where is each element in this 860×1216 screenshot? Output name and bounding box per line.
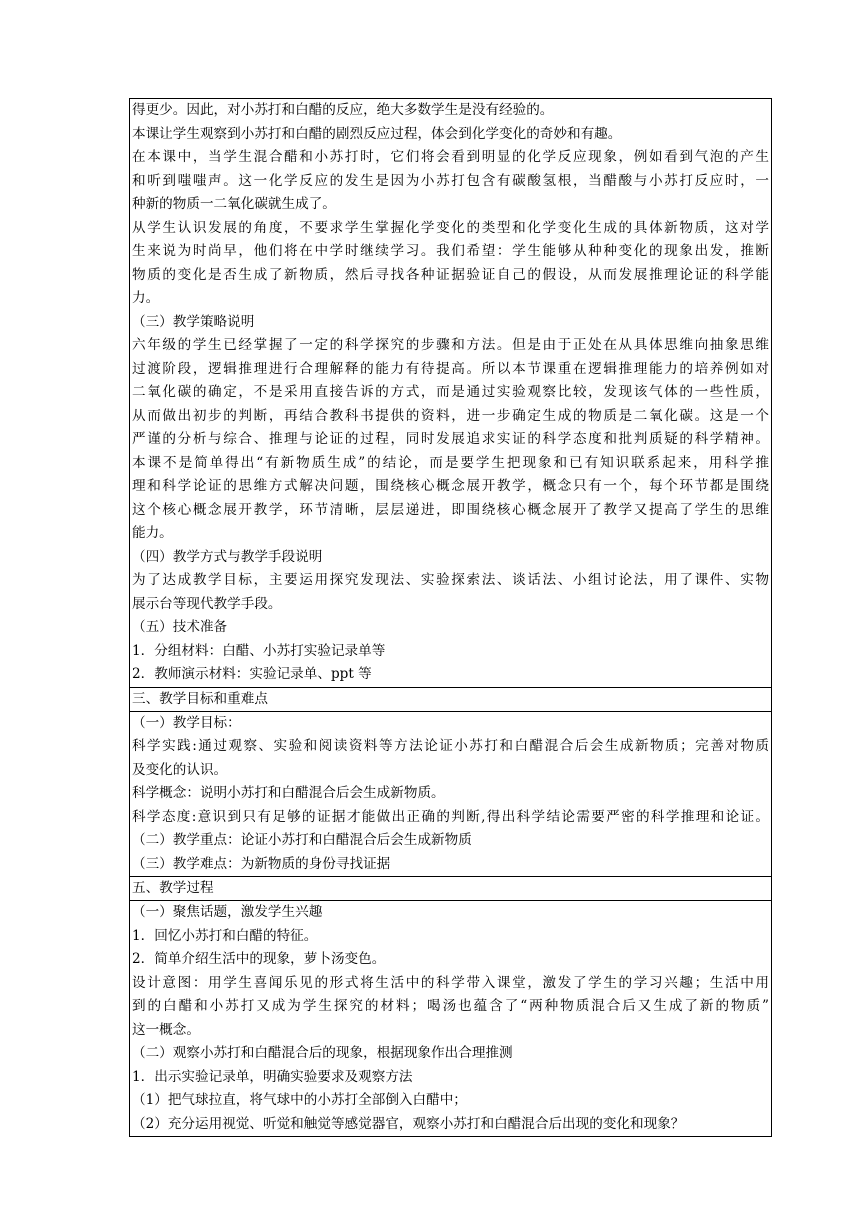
text-line: 力。 bbox=[132, 290, 160, 306]
text-line: 二氧化碳的确定，不是采用直接告诉的方式，而是通过实验观察比较，发现该气体的一些性质， bbox=[132, 384, 769, 400]
text-line: （五）技术准备 bbox=[132, 619, 228, 635]
text-line: 能力。 bbox=[132, 525, 173, 541]
text-line: 科学实践:通过观察、实验和阅读资料等方法论证小苏打和白醋混合后会生成新物质；完善对物质 bbox=[132, 738, 769, 754]
section-heading: 五、教学过程 bbox=[132, 880, 214, 896]
text-line: 1．出示实验记录单，明确实验要求及观察方法 bbox=[132, 1068, 413, 1085]
text-line: 到的白醋和小苏打又成为学生探究的材料；喝汤也蕴含了“两种物质混合后又生成了新的物质” bbox=[132, 998, 769, 1014]
table-cell bbox=[130, 687, 772, 711]
text-line: 从学生认识发展的角度，不要求学生掌握化学变化的类型和化学变化生成的具体新物质，这对学 bbox=[132, 219, 769, 236]
text-line: 1．分组材料：白醋、小苏打实验记录单等 bbox=[132, 642, 386, 659]
text-line: 这一概念。 bbox=[132, 1021, 200, 1038]
text-line: （一）教学目标： bbox=[132, 714, 241, 731]
table-cell bbox=[130, 901, 772, 1137]
text-line: 生来说为时尚早，他们将在中学时继续学习。我们希望：学生能够从种种变化的现象出发，推断 bbox=[132, 243, 769, 259]
text-line: 本课不是简单得出“有新物质生成”的结论，而是要学生把现象和已有知识联系起来，用科学推 bbox=[132, 454, 769, 471]
text-line: 展示台等现代教学手段。 bbox=[132, 595, 282, 612]
text-line: 在本课中，当学生混合醋和小苏打时，它们将会看到明显的化学反应现象，例如看到气泡的产生 bbox=[132, 149, 769, 165]
text-line: 设计意图：用学生喜闻乐见的形式将生活中的科学带入课堂，激发了学生的学习兴趣；生活中用 bbox=[132, 974, 769, 991]
text-line: （一）聚焦话题，激发学生兴趣 bbox=[132, 904, 323, 920]
text-line: 这个核心概念展开教学，环节清晰，层层递进，即围绕核心概念展开了教学又提高了学生的思维 bbox=[132, 501, 769, 518]
text-line: 六年级的学生已经掌握了一定的科学探究的步骤和方法。但是由于正处在从具体思维向抽象思维 bbox=[132, 337, 769, 353]
table-row bbox=[130, 687, 772, 711]
text-line: 为了达成教学目标，主要运用探究发现法、实验探索法、谈话法、小组讨论法，用了课件、实物 bbox=[132, 572, 769, 588]
text-line: 2．教师演示材料：实验记录单、ppt 等 bbox=[132, 666, 372, 682]
text-line: 理和科学论证的思维方式解决问题，围绕核心概念展开教学，概念只有一个，每个环节都是围绕 bbox=[132, 478, 769, 494]
text-line: 2．简单介绍生活中的现象，萝卜汤变色。 bbox=[132, 951, 386, 967]
text-line: （三）教学难点：为新物质的身份寻找证据 bbox=[132, 855, 391, 872]
table-cell bbox=[130, 711, 772, 877]
lesson-plan-table bbox=[129, 98, 772, 1137]
lesson-plan-body bbox=[130, 99, 772, 1137]
text-line: 物质的变化是否生成了新物质，然后寻找各种证据验证自己的假设，从而发展推理论证的科学能 bbox=[132, 266, 769, 283]
text-line: 科学态度:意识到只有足够的证据才能做出正确的判断,得出科学结论需要严密的科学推理和论证。 bbox=[132, 808, 769, 825]
table-cell bbox=[130, 99, 772, 688]
section-heading: 三、教学目标和重难点 bbox=[132, 690, 268, 707]
table-row bbox=[130, 711, 772, 877]
table-row bbox=[130, 901, 772, 1137]
text-line: 得更少。因此，对小苏打和白醋的反应，绝大多数学生是没有经验的。 bbox=[132, 102, 554, 118]
table-cell bbox=[130, 877, 772, 901]
text-line: （2）充分运用视觉、听觉和触觉等感觉器官，观察小苏打和白醋混合后出现的变化和现象？ bbox=[132, 1115, 685, 1132]
text-line: 科学概念：说明小苏打和白醋混合后会生成新物质。 bbox=[132, 785, 445, 801]
text-line: （二）观察小苏打和白醋混合后的现象，根据现象作出合理推测 bbox=[132, 1045, 513, 1061]
text-line: 过渡阶段，逻辑推理进行合理解释的能力有待提高。所以本节课重在逻辑推理能力的培养例如对 bbox=[132, 360, 769, 377]
text-line: （1）把气球拉直，将气球中的小苏打全部倒入白醋中； bbox=[132, 1092, 467, 1108]
text-line: 严谨的分析与综合、推理与论证的过程，同时发展追求实证的科学态度和批判质疑的科学精神。 bbox=[132, 431, 769, 447]
text-line: 及变化的认识。 bbox=[132, 761, 228, 778]
text-line: 1．回忆小苏打和白醋的特征。 bbox=[132, 927, 318, 944]
text-line: 种新的物质一二氧化碳就生成了。 bbox=[132, 196, 336, 212]
table-row bbox=[130, 99, 772, 688]
text-line: （二）教学重点：论证小苏打和白醋混合后会生成新物质 bbox=[132, 832, 472, 848]
text-line: （三）教学策略说明 bbox=[132, 313, 255, 330]
text-line: 和听到嗤嗤声。这一化学反应的发生是因为小苏打包含有碳酸氢根，当醋酸与小苏打反应时，一 bbox=[132, 172, 769, 189]
table-row bbox=[130, 877, 772, 901]
text-line: （四）教学方式与教学手段说明 bbox=[132, 548, 323, 565]
text-line: 从而做出初步的判断，再结合教科书提供的资料，进一步确定生成的物质是二氧化碳。这是一个 bbox=[132, 407, 769, 424]
text-line: 本课让学生观察到小苏打和白醋的剧烈反应过程，体会到化学变化的奇妙和有趣。 bbox=[132, 125, 622, 142]
